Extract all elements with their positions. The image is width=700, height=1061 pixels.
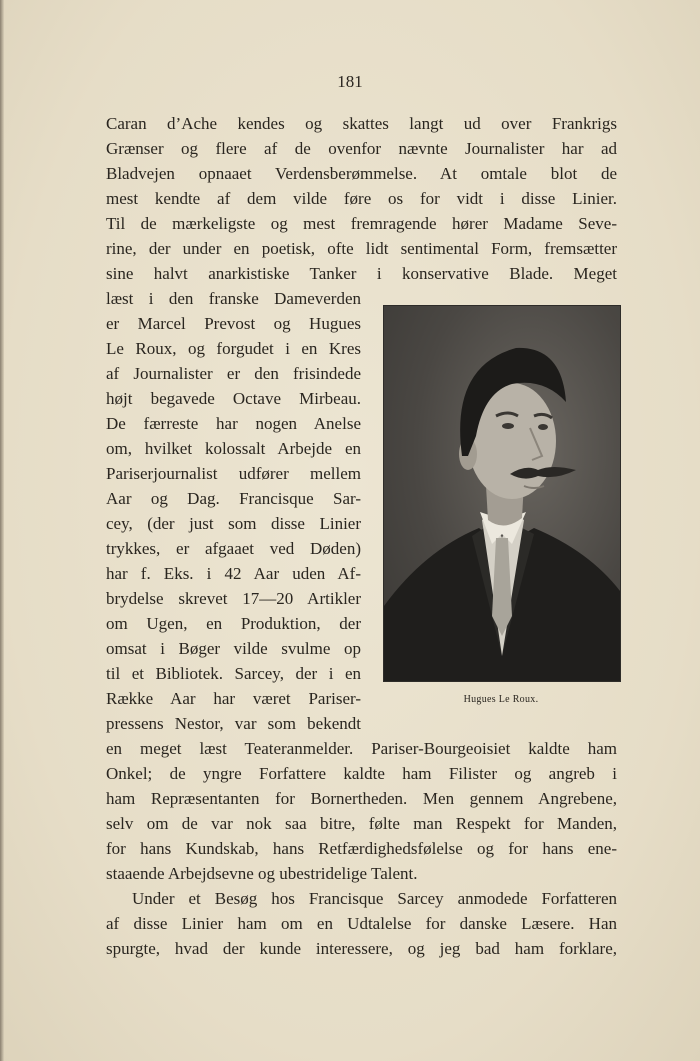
text-line: sine halvt anarkistiske Tanker i konservative Blade. Meget <box>106 264 617 283</box>
page-number: 181 <box>337 72 363 91</box>
text-line: højt begavede Octave Mirbeau. <box>106 389 361 408</box>
text-line: rine, der under en poetisk, ofte lidt sentimental Form, fremsætter <box>106 239 617 258</box>
text-line: pressens Nestor, var som bekendt <box>106 714 361 733</box>
text-line: om Ugen, en Produktion, der <box>106 614 361 633</box>
text-line: Pariserjournalist udfører mellem <box>106 464 361 483</box>
text-line: staaende Arbejdsevne og ubestridelige Talent. <box>106 864 418 883</box>
page-edge <box>0 0 4 1061</box>
text-line: har f. Eks. i 42 Aar uden Af- <box>106 564 361 583</box>
text-line: Caran d’Ache kendes og skattes langt ud over Frankrigs <box>106 114 617 133</box>
text-line: en meget læst Teateranmelder. Pariser-Bourgeoisiet kaldte ham <box>106 739 617 758</box>
text-line: cey, (der just som disse Linier <box>106 514 361 533</box>
text-line: selv om de var nok saa bitre, følte man Respekt for Manden, <box>106 814 617 833</box>
text-line: ham Repræsentanten for Bornertheden. Men gennem Angrebene, <box>106 789 617 808</box>
text-line: Le Roux, og forgudet i en Kres <box>106 339 361 358</box>
text-line: trykkes, er afgaaet ved Døden) <box>106 539 361 558</box>
text-line: brydelse skrevet 17—20 Artikler <box>106 589 361 608</box>
text-line: Bladvejen opnaaet Verdensberømmelse. At omtale blot de <box>106 164 617 183</box>
portrait-illustration <box>384 306 620 681</box>
portrait-photo <box>383 305 621 682</box>
text-line: Under et Besøg hos Francisque Sarcey anmodede Forfatteren <box>132 889 617 908</box>
text-line: spurgte, hvad der kunde interessere, og jeg bad ham forklare, <box>106 939 617 958</box>
text-line: Til de mærkeligste og mest fremragende hører Madame Seve- <box>106 214 617 233</box>
text-line: af disse Linier ham om en Udtalelse for danske Læsere. Han <box>106 914 617 933</box>
text-line: Række Aar har været Pariser- <box>106 689 361 708</box>
text-line: læst i den franske Dameverden <box>106 289 361 308</box>
text-line: De færreste har nogen Anelse <box>106 414 361 433</box>
text-line: Grænser og flere af de ovenfor nævnte Journalister har ad <box>106 139 617 158</box>
text-line: om, hvilket kolossalt Arbejde en <box>106 439 361 458</box>
text-line: er Marcel Prevost og Hugues <box>106 314 361 333</box>
text-line: til et Bibliotek. Sarcey, der i en <box>106 664 361 683</box>
figure-caption: Hugues Le Roux. <box>463 694 539 705</box>
text-line: Aar og Dag. Francisque Sar- <box>106 489 361 508</box>
text-line: af Journalister er den frisindede <box>106 364 361 383</box>
text-line: omsat i Bøger vilde svulme op <box>106 639 361 658</box>
text-line: mest kendte af dem vilde føre os for vidt i disse Linier. <box>106 189 617 208</box>
text-line: for hans Kundskab, hans Retfærdighedsfølelse og for hans ene- <box>106 839 617 858</box>
text-line: Onkel; de yngre Forfattere kaldte ham Filister og angreb i <box>106 764 617 783</box>
